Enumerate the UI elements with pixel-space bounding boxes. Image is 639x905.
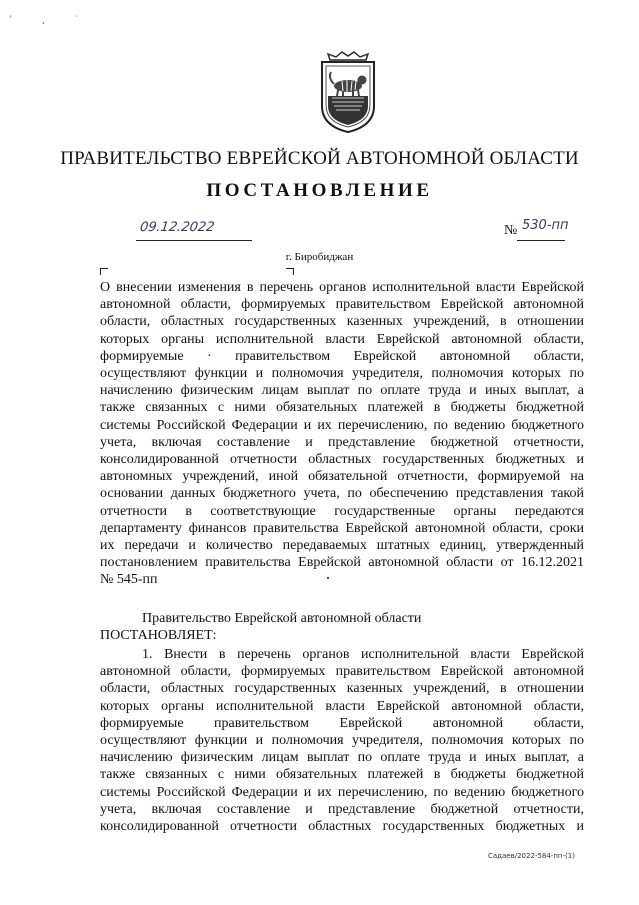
clause-line: 1. Внести в перечень органов исполнительной власти Еврейской <box>142 647 584 662</box>
topic-line: консолидированной отчетности областных государственных бюджетных и <box>100 452 584 468</box>
topic-line: № 545-пп <box>100 572 158 588</box>
coat-of-arms-icon <box>316 50 380 134</box>
topic-line: также связанных с ними обязательных платежей в бюджеты бюджетной <box>100 400 584 416</box>
clause-line: системы Российской Федерации и их перечислению, по ведению бюджетного <box>100 784 584 800</box>
topic-line: отчетности в соответствующие государственные органы передаются <box>100 503 584 519</box>
corner-scan-mark: ' ¸ ˙ <box>10 14 93 24</box>
topic-line: учета, включая составление и представление бюджетной отчетности, <box>100 434 584 450</box>
topic-line: формируемые · правительством Еврейской автономной области, <box>100 348 584 364</box>
issue-city: г. Биробиджан <box>285 251 354 263</box>
decree-topic <box>100 279 584 589</box>
clause-line: также связанных с ними обязательных платежей в бюджеты бюджетной <box>100 767 584 783</box>
topic-line: начислению физическим лицам выплат по оплате труда и иных выплат, а <box>100 383 584 399</box>
title-bracket-left <box>100 268 108 275</box>
title-bracket-right <box>286 268 294 275</box>
preamble: Правительство Еврейской автономной области <box>142 611 422 626</box>
clause-line: которых органы исполнительной власти Еврейской автономной области, <box>100 698 584 714</box>
decree-word: ПОСТАНОВЛЯЕТ: <box>100 628 217 643</box>
clause-1 <box>100 646 584 835</box>
topic-line: основании данных бюджетного учета, по обеспечению представления такой <box>100 486 584 502</box>
clause-line: осуществляют функции и полномочия учредителя, полномочия которых по <box>100 733 584 749</box>
topic-line: автономной области, формируемых правительством Еврейской автономной <box>100 297 584 313</box>
topic-line: автономных учреждений, иной обязательной отчетности, формируемой на <box>100 469 584 485</box>
topic-line: которых органы исполнительной власти Еврейской автономной области, <box>100 331 584 347</box>
footer-code: Садаев/2022-584-пп-(1) <box>488 852 575 860</box>
clause-line: учета, включая составление и представление бюджетной отчетности, <box>100 801 584 817</box>
government-title: ПРАВИТЕЛЬСТВО ЕВРЕЙСКОЙ АВТОНОМНОЙ ОБЛАСТИ <box>60 148 579 169</box>
clause-line: автономной области, формируемых правительством Еврейской автономной <box>100 664 584 680</box>
topic-line: осуществляют функции и полномочия учредителя, полномочия которых по <box>100 366 584 382</box>
document-date: 09.12.2022 <box>138 220 216 235</box>
clause-line: области, областных государственных казенных учреждений, в отношении <box>100 681 584 697</box>
clause-line: консолидированной отчетности областных государственных бюджетных и <box>100 819 584 835</box>
topic-line: области, областных государственных казенных учреждений, в отношении <box>100 314 584 330</box>
topic-line: системы Российской Федерации и их перечислению, по ведению бюджетного <box>100 417 584 433</box>
topic-line: департаменту финансов правительства Еврейской автономной области, сроки <box>100 520 584 536</box>
number-label: № <box>504 223 518 238</box>
topic-line: их передачи и количество передаваемых штатных единиц, утвержденный <box>100 538 584 554</box>
topic-line: О внесении изменения в перечень органов исполнительной власти Еврейской <box>100 280 584 295</box>
clause-line: начислению физическим лицам выплат по оплате труда и иных выплат, а <box>100 750 584 766</box>
scan-speck <box>327 577 329 579</box>
document-number: 530-пп <box>522 218 569 233</box>
document-type: ПОСТАНОВЛЕНИЕ <box>206 180 433 201</box>
clause-line: формируемые правительством Еврейской автономной области, <box>100 715 584 731</box>
topic-line: постановлением правительства Еврейской автономной области от 16.12.2021 <box>100 555 584 571</box>
